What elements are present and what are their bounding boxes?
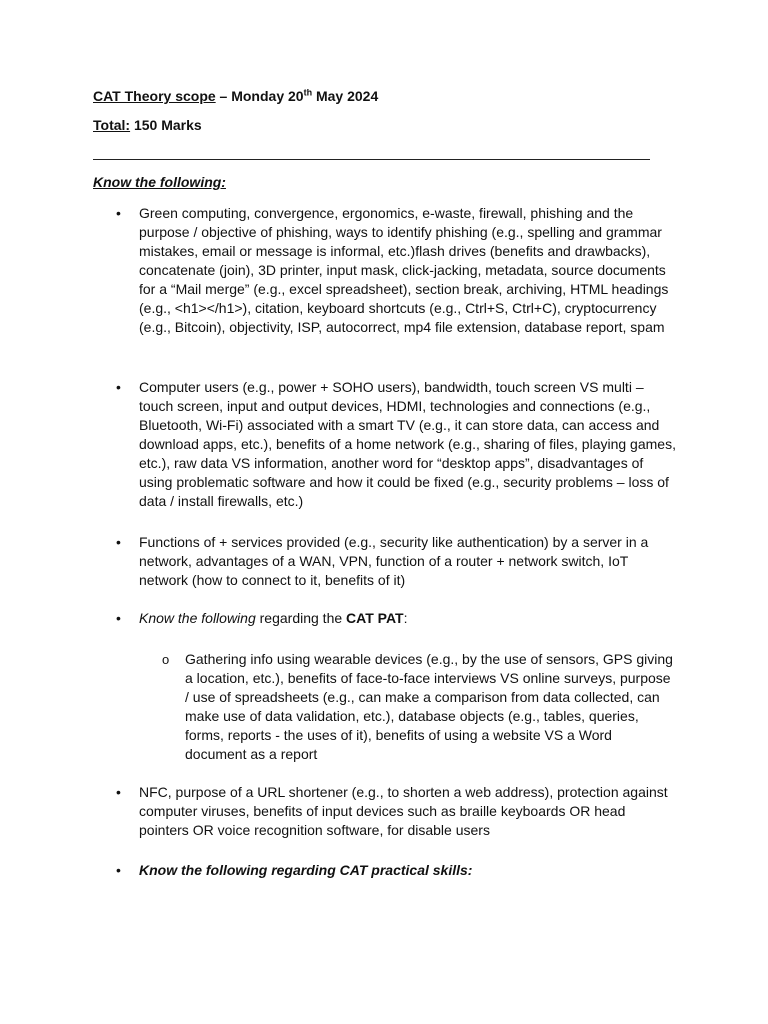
- bullet-icon: •: [116, 379, 121, 395]
- bullet-icon: •: [116, 862, 121, 878]
- sub-list-item: Gathering info using wearable devices (e.g., by the use of sensors, GPS giving a location, etc.), benefits of face-to-face interviews VS online surveys, purpose / use of spreadsheets (e.g., can make a comparison from data collected, can make use of data validation, etc.), database objects (e.g., tables, queries, forms, reports - the uses of it), benefits of using a website VS a Word document as a report: [185, 651, 673, 762]
- bullet-icon: •: [116, 610, 121, 626]
- list-item: NFC, purpose of a URL shortener (e.g., to shorten a web address), protection against computer viruses, benefits of input devices such as braille keyboards OR head pointers OR voice recognition software, for disable users: [139, 784, 668, 838]
- cat-pat-mid: regarding the: [255, 610, 347, 626]
- bullet-icon: •: [116, 534, 121, 550]
- title-date-end: May 2024: [312, 88, 379, 104]
- total-label: Total:: [93, 117, 131, 133]
- cat-pat-bold: CAT PAT: [346, 610, 404, 626]
- cat-pat-end: :: [403, 610, 408, 626]
- sub-bullet-icon: o: [162, 652, 170, 667]
- bullet-icon: •: [116, 205, 121, 221]
- list-item: Computer users (e.g., power + SOHO users), bandwidth, touch screen VS multi – touch screen, input and output devices, HDMI, technologies and connections (e.g., Bluetooth, Wi-Fi) associated with a smart TV (e.g., it can store data, can access and download apps, etc.), benefits of a home network (e.g., sharing of files, playing games, etc.), raw data VS information, another word for “desktop apps”, disadvantages of using problematic software and how it could be fixed (e.g., security problems – loss of data / install firewalls, etc.): [139, 379, 676, 509]
- title-date-superscript: th: [303, 87, 313, 98]
- bullet-icon: •: [116, 784, 121, 800]
- list-item: Functions of + services provided (e.g., security like authentication) by a server in a network, advantages of a WAN, VPN, function of a router + network switch, IoT network (how to connect to it, benefits of it): [139, 534, 649, 588]
- list-item-practical-skills: Know the following regarding CAT practical skills:: [139, 862, 473, 878]
- horizontal-rule: [93, 159, 650, 160]
- total-value: 150 Marks: [130, 117, 202, 133]
- list-item-cat-pat: [139, 609, 679, 628]
- title-date: – Monday 20: [215, 88, 304, 104]
- cat-pat-italic: Know the following: [139, 610, 256, 626]
- document-title: [93, 87, 378, 106]
- total-marks: [93, 116, 202, 135]
- title-underlined: CAT Theory scope: [93, 88, 216, 104]
- list-item: Green computing, convergence, ergonomics, e-waste, firewall, phishing and the purpose / objective of phishing, ways to identify phishing (e.g., spelling and grammar mistakes, email or message is informal, etc.)flash drives (benefits and drawbacks), concatenate (join), 3D printer, input mask, click-jacking, metadata, source documents for a “Mail merge” (e.g., excel spreadsheet), section break, archiving, HTML headings (e.g., <h1></h1>), citation, keyboard shortcuts (e.g., Ctrl+S, Ctrl+C), cryptocurrency (e.g., Bitcoin), objectivity, ISP, autocorrect, mp4 file extension, database report, spam: [139, 205, 669, 335]
- section-heading: Know the following:: [93, 174, 226, 190]
